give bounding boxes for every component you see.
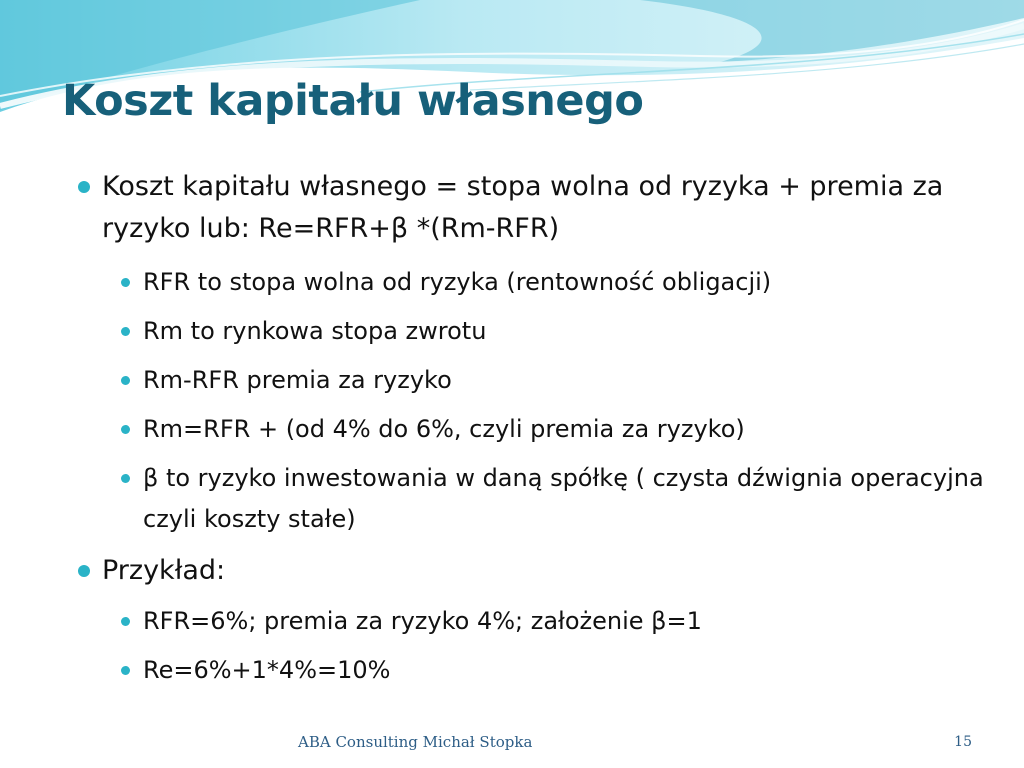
bullet-dot-icon <box>78 565 90 577</box>
bullet-dot-icon <box>121 327 130 336</box>
bullet-rfr-definition <box>143 262 1003 303</box>
slide-title: Koszt kapitału własnego <box>62 76 644 126</box>
bullet-text: Przykład: <box>102 555 226 586</box>
slide-footer: ABA Consulting Michał Stopka <box>298 733 533 751</box>
bullet-text: Koszt kapitału własnego = stopa wolna od ryzyka + premia za ryzyko lub: Re=RFR+β *(Rm-RFR) <box>102 171 944 244</box>
bullet-dot-icon <box>121 425 130 434</box>
bullet-cost-of-equity-formula <box>102 166 1002 250</box>
bullet-dot-icon <box>121 278 130 287</box>
bullet-beta-definition <box>143 458 1003 540</box>
bullet-text: RFR to stopa wolna od ryzyka (rentowność obligacji) <box>143 268 772 296</box>
bullet-text: RFR=6%; premia za ryzyko 4%; założenie β=1 <box>143 607 702 635</box>
bullet-example-heading <box>102 550 1002 592</box>
bullet-dot-icon <box>121 666 130 675</box>
bullet-rm-definition <box>143 311 1003 352</box>
bullet-text: Rm-RFR premia za ryzyko <box>143 366 452 394</box>
bullet-text: Re=6%+1*4%=10% <box>143 656 391 684</box>
bullet-dot-icon <box>121 474 130 483</box>
bullet-text: β to ryzyko inwestowania w daną spółkę ( czysta dźwignia operacyjna czyli koszty stałe) <box>143 464 984 533</box>
bullet-rm-range <box>143 409 1003 450</box>
bullet-example-result <box>143 650 1003 691</box>
bullet-example-assumptions <box>143 601 1003 642</box>
bullet-text: Rm to rynkowa stopa zwrotu <box>143 317 487 345</box>
bullet-dot-icon <box>121 376 130 385</box>
bullet-dot-icon <box>78 181 90 193</box>
page-number: 15 <box>954 734 972 750</box>
bullet-risk-premium <box>143 360 1003 401</box>
bullet-dot-icon <box>121 617 130 626</box>
bullet-text: Rm=RFR + (od 4% do 6%, czyli premia za ryzyko) <box>143 415 745 443</box>
